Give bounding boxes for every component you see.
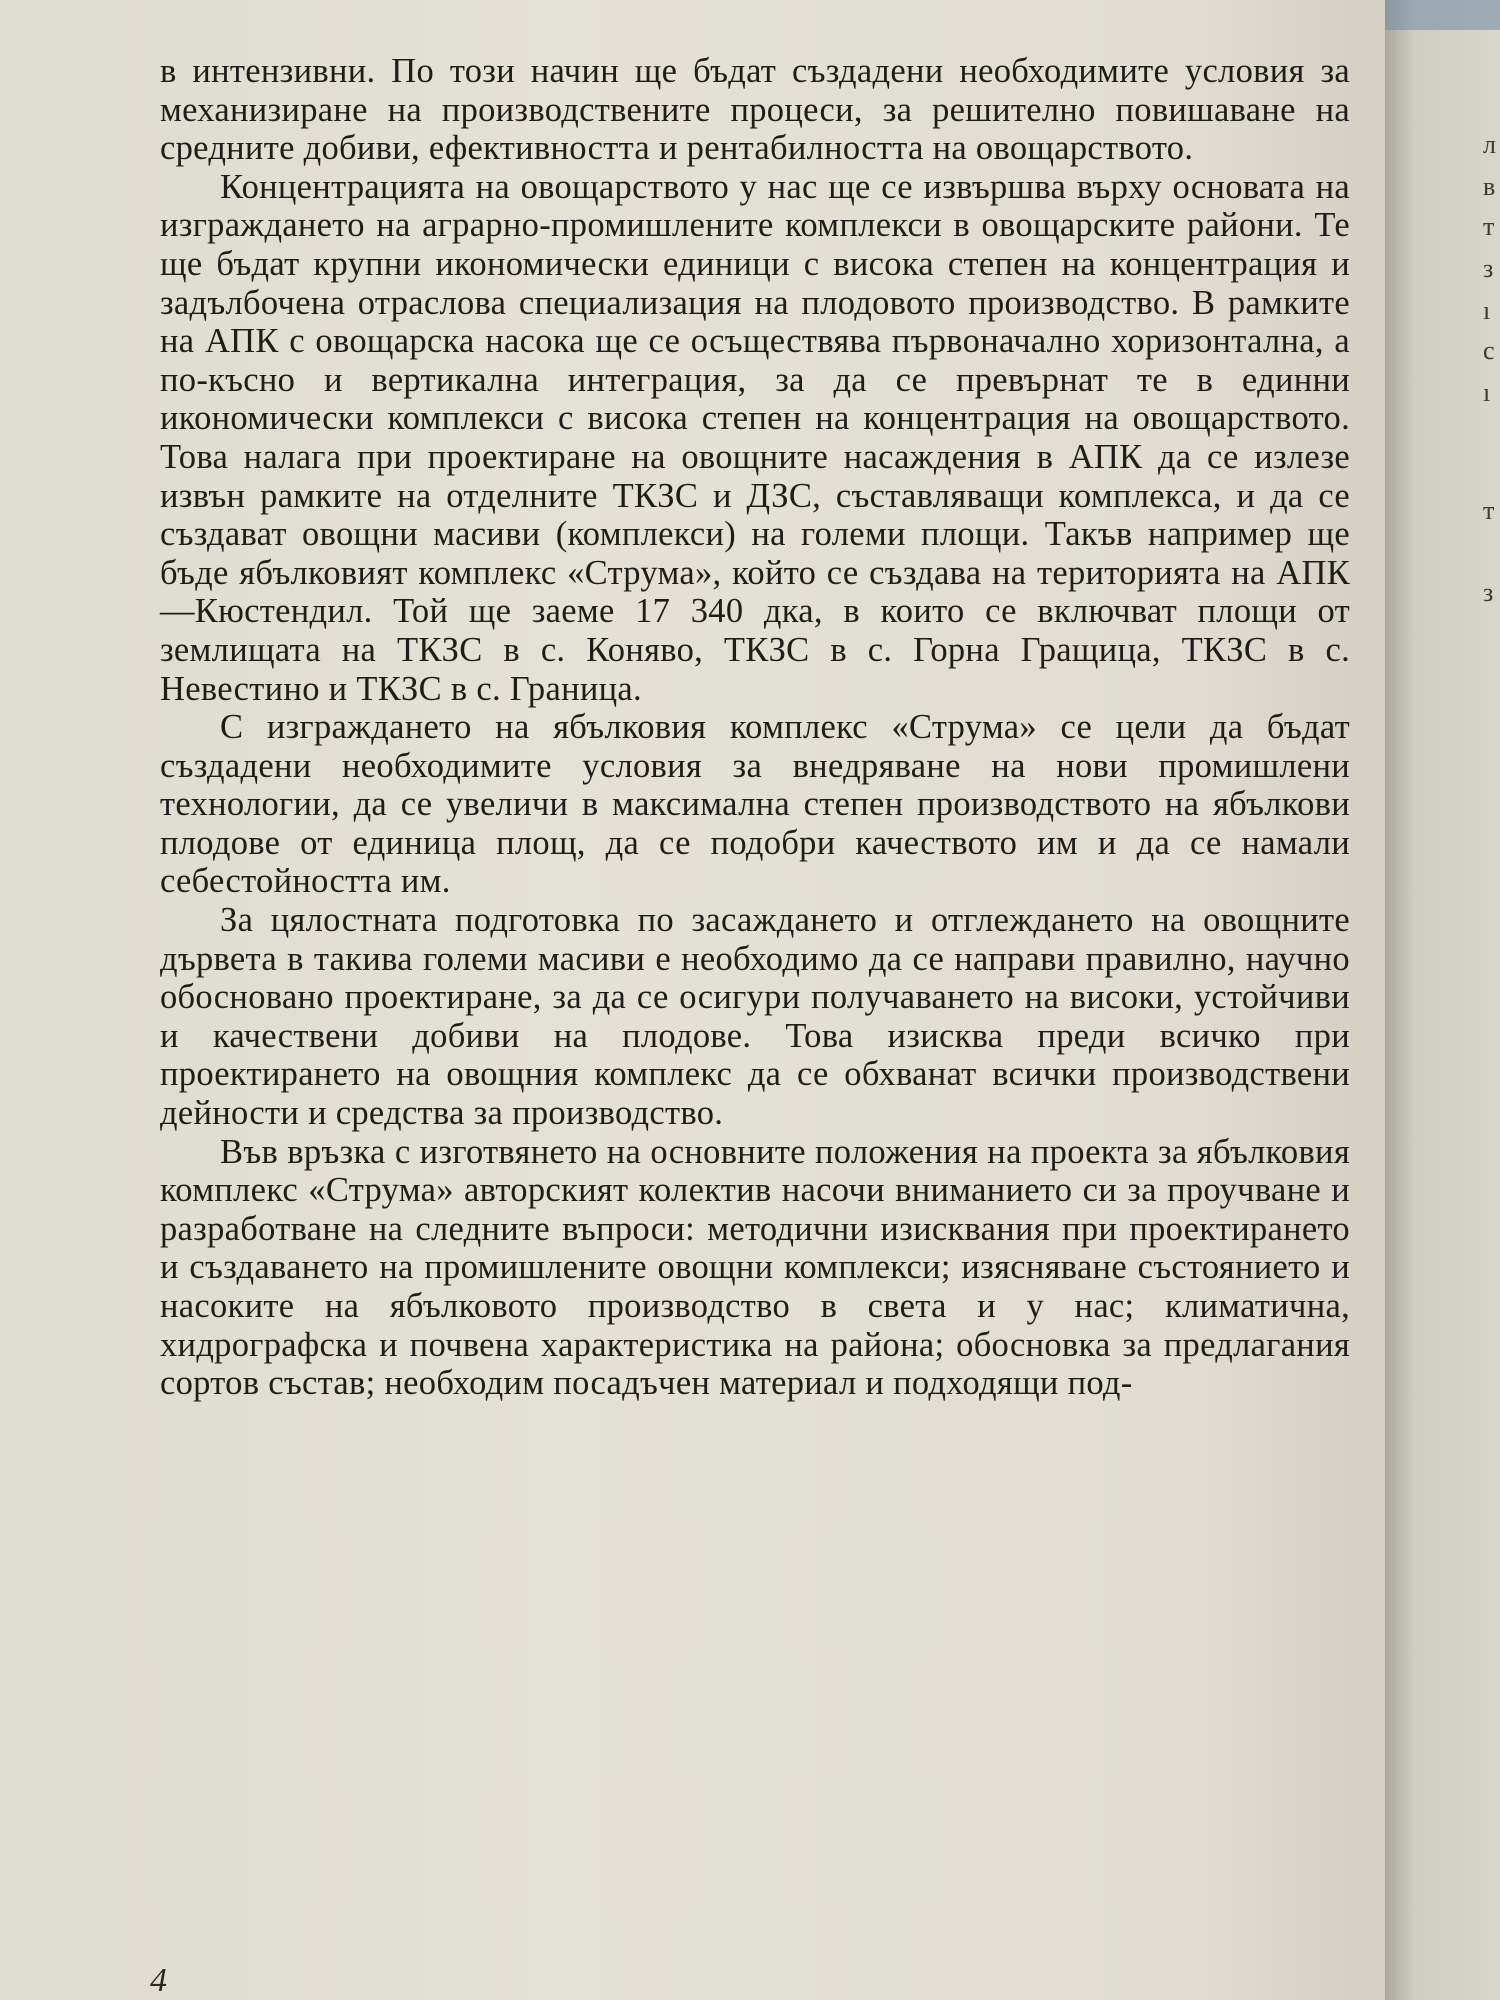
paragraph-2: Концентрацията на овощарството у нас ще се извършва върху основата на изграждането на аграрно-промишлените комплекси в овощарските райони. Те ще бъдат крупни икономически единици с висока степен на концентрация и задълбочена отраслова специализация на плодовото производство. В рамките на АПК с овощарска насока ще се осъществява първоначално хоризонтална, а по-късно и вертикална интеграция, за да се превърнат те в единни икономически комплекси с висока степен на концентрация на овощарството. Това налага при проектиране на овощните насаждения в АПК да се излезе извън рамките на отделните ТКЗС и ДЗС, съставляващи комплекса, и да се създават овощни масиви (комплекси) на големи площи. Такъв например ще бъде ябълковият комплекс «Струма», който се създава на територията на АПК—Кюстендил. Той ще заеме 17 340 дка, в които се включват площи от землищата на ТКЗС в с. Коняво, ТКЗС в с. Горна Гращица, ТКЗС в с. Невестино и ТКЗС в с. Граница.: [160, 167, 1350, 708]
edge-glyph: ı: [1483, 296, 1491, 325]
edge-glyph: т: [1483, 212, 1495, 241]
paragraph-5: Във връзка с изготвянето на основните положения на проекта за ябълковия комплекс «Струма» авторският колектив насочи вниманието си за проучване и разработване на следните въпроси: методични изисквания при проектирането и създаването на промишлените овощни комплекси; изясняване състоянието и насоките на ябълковото производство в света и у нас; климатична, хидрографска и почвена характеристика на района; обосновка за предлагания сортов състав; необходим посадъчен материал и подходящи под-: [160, 1132, 1350, 1403]
edge-glyph: л: [1483, 130, 1496, 159]
body-text: [160, 52, 1350, 1403]
edge-glyph: з: [1483, 578, 1494, 607]
adjacent-page-edge: [1385, 0, 1500, 2000]
edge-glyph: т: [1483, 496, 1495, 525]
paragraph-1: в интензивни. По този начин ще бъдат създадени необходимите условия за механизиране на производствените процеси, за решително повишаване на средните добиви, ефективността и рентабилността на овощарството.: [160, 52, 1350, 168]
paragraph-4: За цялостната подготовка по засаждането и отглеждането на овощните дървета в такива големи масиви е необходимо да се направи правилно, научно обосновано проектиране, за да се осигури получаването на високи, устойчиви и качествени добиви на плодове. Това изисква преди всичко при проектирането на овощния комплекс да се обхванат всички производствени дейности и средства за производство.: [160, 901, 1350, 1133]
edge-glyph: с: [1483, 336, 1495, 365]
edge-glyph: ı: [1483, 378, 1491, 407]
background-strip: [1385, 0, 1500, 30]
paragraph-3: С изграждането на ябълковия комплекс «Струма» се цели да бъдат създадени необходимите условия за внедряване на нови промишлени технологии, да се увеличи в максимална степен производството на ябълкови плодове от единица площ, да се подобри качеството им и да се намали себестойността им.: [160, 708, 1350, 901]
edge-glyph: з: [1483, 254, 1494, 283]
page-number: 4: [150, 1962, 167, 1999]
edge-glyph: в: [1483, 172, 1496, 201]
